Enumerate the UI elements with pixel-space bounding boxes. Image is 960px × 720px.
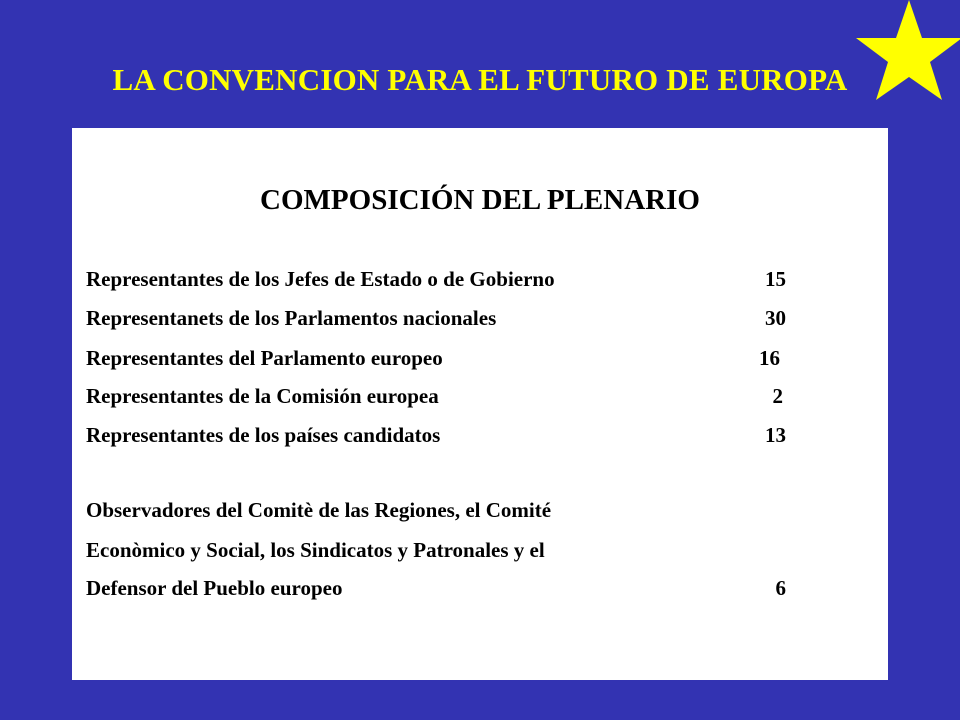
row-label: Representanets de los Parlamentos nacionales bbox=[86, 306, 497, 330]
content-panel bbox=[72, 128, 888, 680]
row-label: Representantes de los países candidatos bbox=[86, 423, 441, 447]
observers-line: Observadores del Comitè de las Regiones, el Comité bbox=[86, 498, 552, 522]
row-label: Representantes del Parlamento europeo bbox=[86, 346, 443, 370]
row-label: Representantes de los Jefes de Estado o de Gobierno bbox=[86, 267, 555, 291]
slide-title: LA CONVENCION PARA EL FUTURO DE EUROPA bbox=[112, 62, 848, 97]
row-count: 2 bbox=[772, 384, 783, 408]
observers-line: Econòmico y Social, los Sindicatos y Patronales y el bbox=[86, 538, 545, 562]
row-count: 15 bbox=[765, 267, 786, 291]
star-icon bbox=[852, 0, 960, 105]
row-count: 16 bbox=[759, 346, 780, 370]
star-shape bbox=[856, 0, 960, 100]
observers-count: 6 bbox=[775, 576, 786, 600]
row-count: 13 bbox=[765, 423, 786, 447]
row-label: Representantes de la Comisión europea bbox=[86, 384, 439, 408]
panel-heading: COMPOSICIÓN DEL PLENARIO bbox=[260, 184, 700, 216]
row-count: 30 bbox=[765, 306, 786, 330]
observers-line: Defensor del Pueblo europeo bbox=[86, 576, 343, 600]
